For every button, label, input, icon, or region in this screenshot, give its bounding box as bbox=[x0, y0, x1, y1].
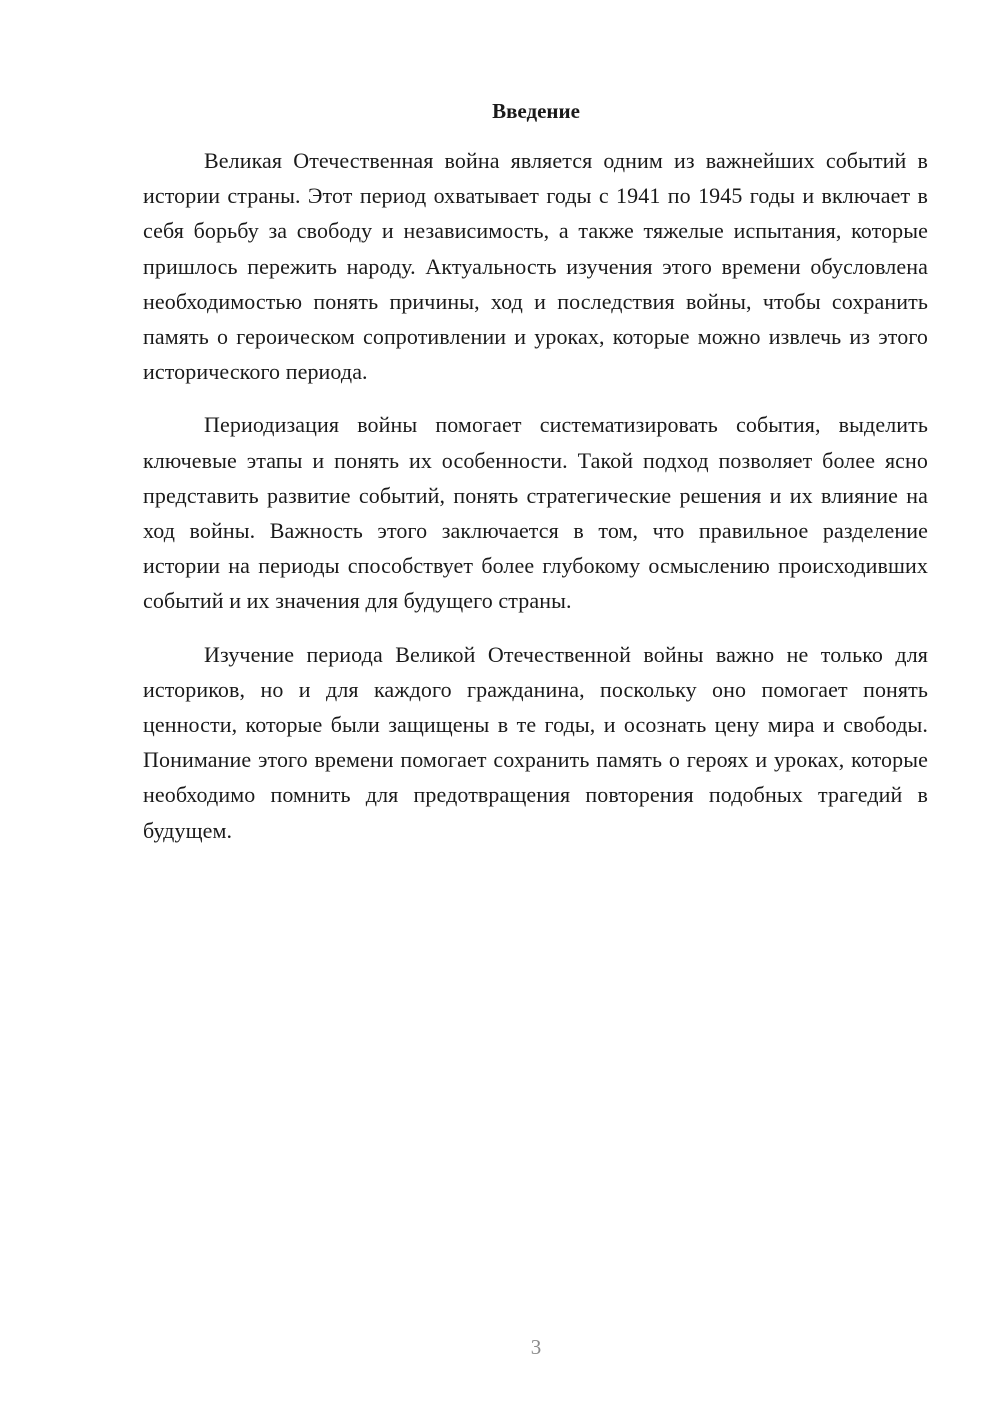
body-text bbox=[143, 143, 928, 866]
paragraph-3: Изучение периода Великой Отечественной войны важно не только для историков, но и для каждого гражданина, поскольку оно помогает понять ценности, которые были защищены в те годы, и осознать цену мира и свободы. Понимание этого времени помогает сохранить память о героях и уроках, которые необходимо помнить для предотвращения повторения подобных трагедий в будущем. bbox=[143, 641, 928, 843]
page-number: 3 bbox=[530, 1335, 542, 1359]
paragraph-2: Периодизация войны помогает систематизировать события, выделить ключевые этапы и понять их особенности. Такой подход позволяет более ясно представить развитие событий, понять стратегические решения и их влияние на ход войны. Важность этого заключается в том, что правильное разделение истории на периоды способствует более глубокому осмыслению происходивших событий и их значения для будущего страны. bbox=[143, 412, 928, 614]
paragraph-1: Великая Отечественная война является одним из важнейших событий в истории страны. Этот период охватывает годы с 1941 по 1945 годы и включает в себя борьбу за свободу и независимость, а также тяжелые испытания, которые пришлось пережить народу. Актуальность изучения этого времени обусловлена необходимостью понять причины, ход и последствия войны, чтобы сохранить память о героическом сопротивлении и уроках, которые можно извлечь из этого исторического периода. bbox=[143, 148, 928, 385]
section-heading: Введение bbox=[492, 99, 580, 123]
